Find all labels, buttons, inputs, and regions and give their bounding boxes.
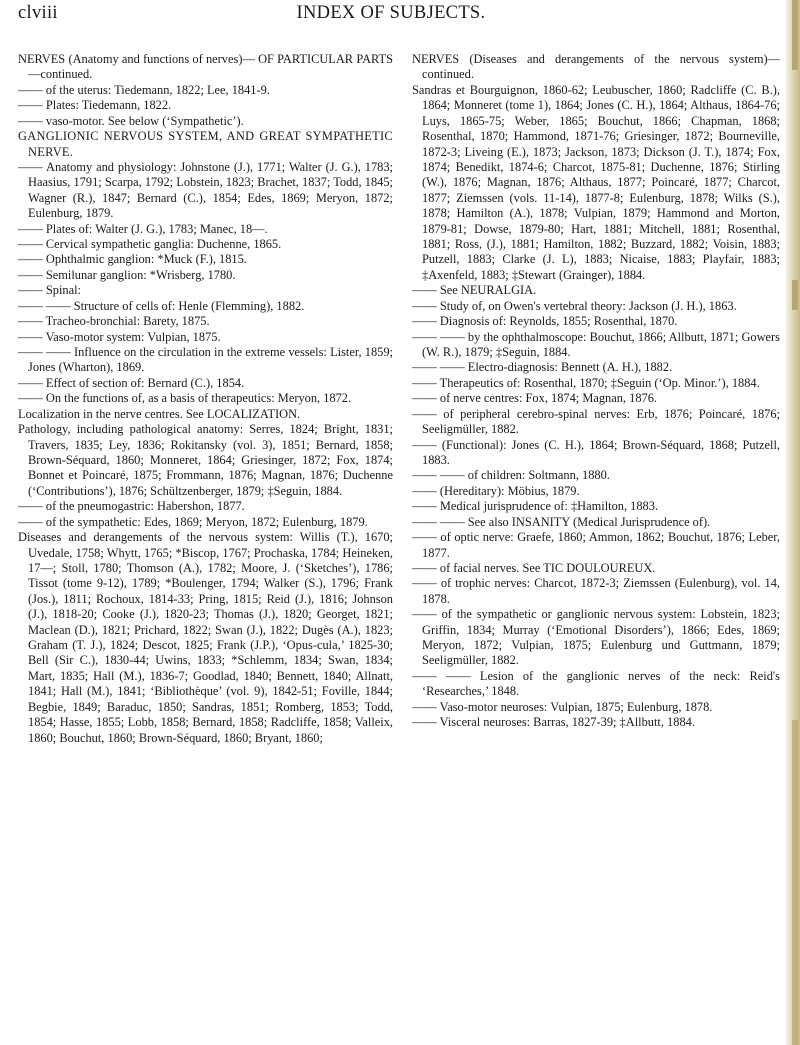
- index-entry: —— Cervical sympathetic ganglia: Duchenne, 1865.: [18, 237, 282, 252]
- index-entry: —— of peripheral cerebro-spinal nerves: Erb, 1876; Poincaré, 1876; Seeligmüller, 1882.: [412, 406, 780, 437]
- index-entry: —— Study of, on Owen's vertebral theory: Jackson (J. H.), 1863.: [412, 298, 737, 313]
- index-entry: —— Vaso-motor neuroses: Vulpian, 1875; Eulenburg, 1878.: [412, 699, 713, 714]
- index-entry: —— of nerve centres: Fox, 1874; Magnan, 1876.: [412, 391, 658, 406]
- index-entry: —— vaso-motor. See below (‘Sympathetic’).: [18, 113, 244, 128]
- section-heading: GANGLIONIC NERVOUS SYSTEM, AND GREAT SYMPATHETIC NERVE.: [18, 129, 393, 159]
- index-entry: —— See NEURALGIA.: [412, 283, 537, 298]
- index-entry: —— Plates: Tiedemann, 1822.: [18, 98, 172, 113]
- index-entry: —— —— Structure of cells of: Henle (Flemming), 1882.: [18, 298, 305, 313]
- index-entry: —— Spinal:: [18, 283, 81, 298]
- index-entry: Localization in the nerve centres. See LOCALIZATION.: [18, 406, 301, 421]
- left-column: [18, 52, 393, 746]
- index-entry: —— —— Lesion of the ganglionic nerves of the neck: Reid's ‘Researches,’ 1848.: [412, 668, 780, 699]
- page-number: clviii: [18, 3, 58, 23]
- page-edge: [786, 0, 800, 1045]
- index-entry: —— —— Electro-diagnosis: Bennett (A. H.), 1882.: [412, 360, 673, 375]
- index-entry: —— Effect of section of: Bernard (C.), 1854.: [18, 375, 245, 390]
- index-entry: —— (Hereditary): Möbius, 1879.: [412, 483, 580, 498]
- index-entry: —— Plates of: Walter (J. G.), 1783; Manec, 18—.: [18, 221, 268, 236]
- page-edge-strip: [792, 280, 798, 310]
- index-entry: —— of the uterus: Tiedemann, 1822; Lee, 1841-9.: [18, 82, 270, 97]
- index-entry: —— of optic nerve: Graefe, 1860; Ammon, 1862; Bouchut, 1876; Leber, 1877.: [412, 530, 780, 560]
- index-entry: —— of the sympathetic: Edes, 1869; Meryon, 1872; Eulenburg, 1879.: [18, 514, 368, 529]
- page-header: [18, 3, 764, 33]
- index-entry: —— On the functions of, as a basis of therapeutics: Meryon, 1872.: [18, 391, 352, 406]
- index-entry: —— Therapeutics of: Rosenthal, 1870; ‡Seguin (‘Op. Minor.’), 1884.: [412, 375, 760, 390]
- index-entry: —— Diagnosis of: Reynolds, 1855; Rosenthal, 1870.: [412, 314, 678, 329]
- index-entry: —— Ophthalmic ganglion: *Muck (F.), 1815.: [18, 252, 247, 267]
- index-entry: —— —— Influence on the circulation in the extreme vessels: Lister, 1859; Jones (Wharton), 1869.: [18, 345, 393, 375]
- index-entry: Diseases and derangements of the nervous system: Willis (T.), 1670; Uvedale, 1758; Whytt, 1765; *Biscop, 1767; Prochaska, 1784; Heineken, 17—; Stoll, 1780; Thomson (A.), 1782; Moore, J. (‘Sketches’), 1786; Tissot (tome 9-12), 1789; *Boulenger, 1794; Walker (S.), 1796; Frank (Jos.), 1811; Rochoux, 1814-33; Pring, 1815; Reid (J.), 1816; Johnson (J.), 1818-20; Cooke (J.), 1820-23; Thomas (J.), 1820; Georget, 1821; Maclean (D.), 1821; Prichard, 1822; Swan (J.), 1822; Dugès (A.), 1823; Graham (T. J.), 1824; Descot, 1825; Frank (J.P.), ‘Opus-cula,’ 1825-30; Bell (Sir C.), 1830-44; Uwins, 1833; *Schlemm, 1834; Swan, 1834; Mart, 1835; Hall (M.), 1836-7; Goodlad, 1840; Bennett, 1840; Allnatt, 1841; Hall (M.), 1841; ‘Bibliothèque’ (vol. 9), 1842-51; Foville, 1844; Begbie, 1849; Baraduc, 1850; Sandras, 1851; Romberg, 1853; Todd, 1854; Hasse, 1855; Lobb, 1858; Bernard, 1858; Radcliffe, 1858; Valleix, 1860; Bouchut, 1860; Brown-Séquard, 1860; Bryant, 1860;: [18, 530, 393, 745]
- page-edge-strip: [792, 720, 798, 1045]
- index-entry: —— Tracheo-bronchial: Barety, 1875.: [18, 314, 210, 329]
- index-entry: —— Vaso-motor system: Vulpian, 1875.: [18, 329, 221, 344]
- index-entry: Pathology, including pathological anatomy: Serres, 1824; Bright, 1831; Travers, 1835; Ley, 1836; Rokitansky (vol. 3), 1851; Bernard, 1858; Brown-Séquard, 1860; Monneret, 1864; Griesinger, 1872; Fox, 1874; Bonnet et Poincaré, 1875; Frommann, 1876; Magnan, 1876; Duchenne (‘Contributions’), 1876; Schültzenberger, 1879; ‡Seguin, 1884.: [18, 422, 393, 498]
- index-entry: —— Anatomy and physiology: Johnstone (J.), 1771; Walter (J. G.), 1783; Haasius, 1791; Scarpa, 1792; Lobstein, 1823; Brachet, 1837; Todd, 1845; Wagner (R.), 1847; Bernard (C.), 1854; Edes, 1869; Meryon, 1872; Eulenburg, 1879.: [18, 159, 393, 221]
- index-entry: NERVES (Diseases and derangements of the nervous system)—continued.: [412, 52, 780, 82]
- index-entry: —— of the sympathetic or ganglionic nervous system: Lobstein, 1823; Griffin, 1834; Murray (‘Emotional Disorders’), 1866; Edes, 1869; Meryon, 1872; Vulpian, 1875; Eulenburg und Guttmann, 1879; Seeligmüller, 1882.: [412, 607, 780, 668]
- page-edge-strip: [792, 0, 798, 70]
- index-entry: —— of trophic nerves: Charcot, 1872-3; Ziemssen (Eulenburg), vol. 14, 1878.: [412, 576, 780, 606]
- index-entry: —— —— See also INSANITY (Medical Jurisprudence of).: [412, 514, 711, 529]
- index-entry: Sandras et Bourguignon, 1860-62; Leubuscher, 1860; Radcliffe (C. B.), 1864; Monneret (tome 1), 1864; Jones (C. H.), 1864; Althaus, 1864-76; Luys, 1865-75; Weber, 1865; Bouchut, 1866; Chapman, 1868; Rosenthal, 1870; Hammond, 1871-76; Griesinger, 1872; Bourneville, 1872-3; Liveing (E.), 1873; Jackson, 1873; Dickson (J. T.), 1874; Fox, 1874; Benedikt, 1874-6; Charcot, 1875-81; Duchenne, 1876; Stirling (W.), 1876; Magnan, 1876; Althaus, 1877; Poincaré, 1877; Charcot, 1877; Ziemssen (vols. 11-14), 1877-8; Eulenburg, 1878; Wilks (S.), 1878; Hamilton (A.), 1878; Vulpian, 1879; Hammond and Morton, 1879-81; Dowse, 1879-80; Hart, 1881; Mitchell, 1881; Rosenthal, 1881; Ross, (J.), 1881; Hamilton, 1882; Buzzard, 1882; Voisin, 1883; Putzell, 1883; Clarke (J. L), 1883; Nicaise, 1883; Playfair, 1883; ‡Axenfeld, 1883; ‡Stewart (Grainger), 1884.: [412, 82, 780, 282]
- index-entry: —— —— of children: Soltmann, 1880.: [412, 468, 610, 483]
- index-entry: NERVES (Anatomy and functions of nerves)— OF PARTICULAR PARTS—continued.: [18, 52, 393, 82]
- right-column: [412, 52, 780, 731]
- index-entry: —— —— by the ophthalmoscope: Bouchut, 1866; Allbutt, 1871; Gowers (W. R.), 1879; ‡Seguin, 1884.: [412, 329, 780, 360]
- index-entry: —— of facial nerves. See TIC DOULOUREUX.: [412, 560, 656, 575]
- index-entry: —— Semilunar ganglion: *Wrisberg, 1780.: [18, 267, 236, 282]
- index-entry: —— Medical jurisprudence of: ‡Hamilton, 1883.: [412, 499, 659, 514]
- index-entry: —— (Functional): Jones (C. H.), 1864; Brown-Séquard, 1868; Putzell, 1883.: [412, 437, 780, 467]
- index-entry: —— of the pneumogastric: Habershon, 1877.: [18, 499, 245, 514]
- index-entry: —— Visceral neuroses: Barras, 1827-39; ‡Allbutt, 1884.: [412, 715, 695, 730]
- running-title: INDEX OF SUBJECTS.: [296, 3, 486, 23]
